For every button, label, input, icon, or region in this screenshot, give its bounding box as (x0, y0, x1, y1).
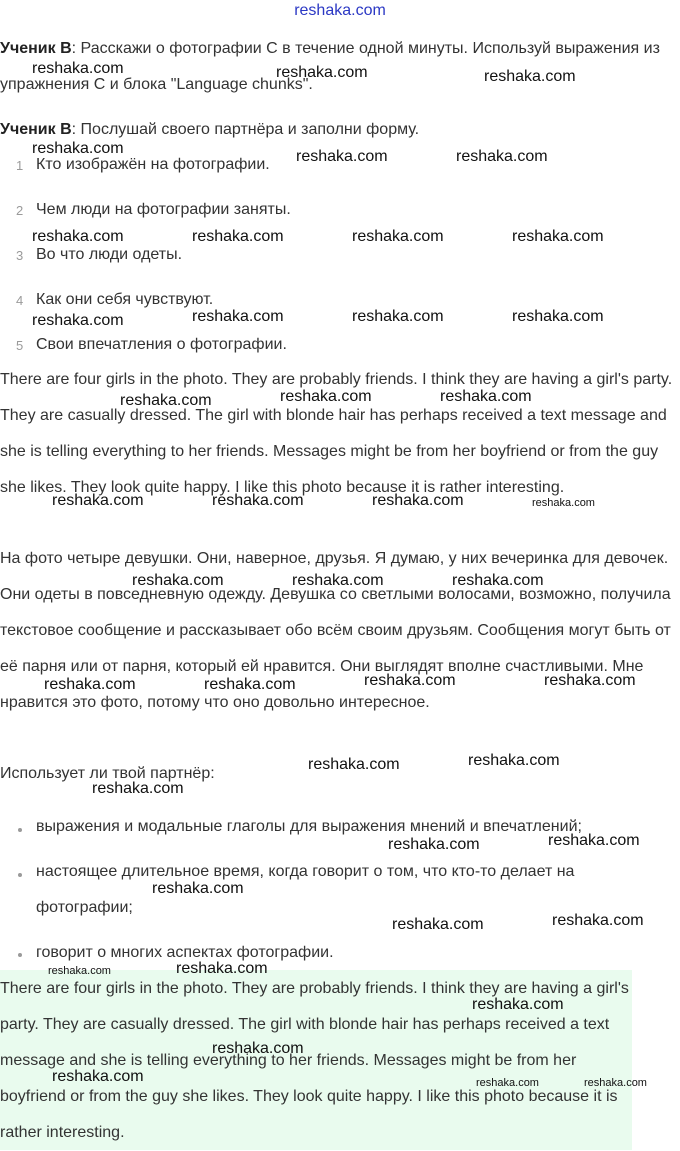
watermark: reshaka.com (548, 832, 640, 849)
watermark: reshaka.com (276, 64, 368, 81)
answer-english-box-text: There are four girls in the photo. They are probably friends. I think they are having a girl's party. They are casually dressed. The girl with blonde hair has perhaps received a text message and she is telling everything to her friends. Messages might be from her boyfriend or from the guy she likes. They look quite happy. I like this photo because it is rather interesting. (0, 980, 629, 1141)
watermark: reshaka.com (32, 228, 124, 245)
form-item-number: 5 (16, 338, 24, 353)
bullet-icon (18, 828, 22, 832)
watermark: reshaka.com (48, 965, 111, 977)
form-item: Как они себя чувствуют. (36, 291, 214, 308)
watermark: reshaka.com (456, 148, 548, 165)
watermark: reshaka.com (32, 312, 124, 329)
form-item-number: 1 (16, 158, 24, 173)
watermark: reshaka.com (584, 1077, 647, 1089)
watermark: reshaka.com (308, 756, 400, 773)
task-2-text: : Послушай своего партнёра и заполни форму. (71, 121, 420, 138)
watermark: reshaka.com (204, 676, 296, 693)
site-header-link[interactable]: reshaka.com (294, 2, 386, 19)
watermark: reshaka.com (364, 672, 456, 689)
watermark: reshaka.com (92, 780, 184, 797)
checklist-item: выражения и модальные глаголы для выражения мнений и впечатлений; (36, 818, 582, 835)
watermark: reshaka.com (352, 308, 444, 325)
watermark: reshaka.com (52, 492, 144, 509)
watermark: reshaka.com (472, 996, 564, 1013)
watermark: reshaka.com (280, 388, 372, 405)
speaker-label: Ученик B (0, 121, 72, 138)
watermark: reshaka.com (212, 1040, 304, 1057)
task-1-text: : Расскажи о фотографии C в течение одной минуты. Используй выражения из упражнения C и блока "Language chunks". (0, 40, 660, 93)
watermark: reshaka.com (468, 752, 560, 769)
watermark: reshaka.com (152, 880, 244, 897)
form-item: Кто изображён на фотографии. (36, 156, 270, 173)
watermark: reshaka.com (484, 68, 576, 85)
watermark: reshaka.com (388, 836, 480, 853)
watermark: reshaka.com (512, 308, 604, 325)
watermark: reshaka.com (296, 148, 388, 165)
watermark: reshaka.com (440, 388, 532, 405)
answer-russian: На фото четыре девушки. Они, наверное, друзья. Я думаю, у них вечеринка для девочек. Они одеты в повседневную одежду. Девушка со светлыми волосами, возможно, получила текстовое сообщение и рассказывает обо всём своим друзьям. Сообщения могут быть от её парня или от парня, который ей нравится. Они выглядят вполне счастливыми. Мне нравится это фото, потому что оно довольно интересное. (0, 550, 671, 711)
watermark: reshaka.com (192, 308, 284, 325)
watermark: reshaka.com (132, 572, 224, 589)
checklist-item: говорит о многих аспектах фотографии. (36, 944, 334, 961)
watermark: reshaka.com (44, 676, 136, 693)
speaker-label: Ученик B (0, 40, 72, 57)
checklist-title: Использует ли твой партнёр: (0, 765, 215, 782)
watermark: reshaka.com (532, 497, 595, 509)
form-item: Чем люди на фотографии заняты. (36, 201, 291, 218)
bullet-icon (18, 953, 22, 957)
watermark: reshaka.com (552, 912, 644, 929)
bullet-icon (18, 873, 22, 877)
watermark: reshaka.com (292, 572, 384, 589)
watermark: reshaka.com (192, 228, 284, 245)
checklist-item: настоящее длительное время, когда говорит о том, что кто-то делает на фотографии; (36, 863, 575, 916)
watermark: reshaka.com (32, 140, 124, 157)
watermark: reshaka.com (212, 492, 304, 509)
watermark: reshaka.com (476, 1077, 539, 1089)
watermark: reshaka.com (512, 228, 604, 245)
watermark: reshaka.com (32, 60, 124, 77)
watermark: reshaka.com (544, 672, 636, 689)
form-item-number: 3 (16, 248, 24, 263)
form-item: Во что люди одеты. (36, 246, 183, 263)
answer-english: There are four girls in the photo. They are probably friends. I think they are having a girl's party. They are casually dressed. The girl with blonde hair has perhaps received a text message and she is telling everything to her friends. Messages might be from her boyfriend or from the guy she likes. They look quite happy. I like this photo because it is rather interesting. (0, 371, 673, 496)
watermark: reshaka.com (372, 492, 464, 509)
watermark: reshaka.com (452, 572, 544, 589)
watermark: reshaka.com (120, 392, 212, 409)
form-item: Свои впечатления о фотографии. (36, 336, 287, 353)
watermark: reshaka.com (176, 960, 268, 977)
form-item-number: 2 (16, 203, 24, 218)
watermark: reshaka.com (52, 1068, 144, 1085)
watermark: reshaka.com (352, 228, 444, 245)
watermark: reshaka.com (392, 916, 484, 933)
form-item-number: 4 (16, 293, 24, 308)
